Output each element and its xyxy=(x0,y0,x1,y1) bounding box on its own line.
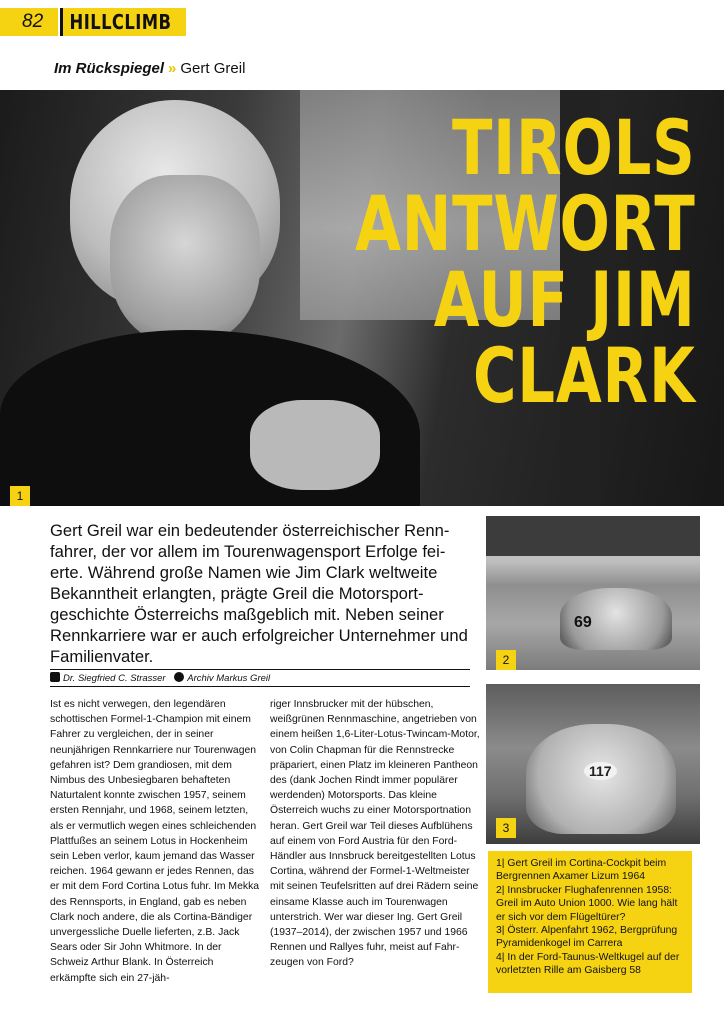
body-column-1: Ist es nicht verwegen, den legendären schottischen Formel-1-Champion mit einem Fahrer zu vergleichen, der in seiner neunjährigen Rennkarriere nur Tourenwagen gefahren ist? Dem grandiosen, mit dem Nimbus des Unbesiegbaren behafteten Naturtalent konnte zwischen 1957, seinem ersten Rennjahr, und 1968, seinem letzten, als er vermutlich wegen eines schleichenden Plattfußes an seinem Lotus in Hockenheim sein Leben verlor, kaum jemand das Wasser reichen. 1964 gewann er jedes Rennen, das er mit dem Ford Cortina Lotus fuhr. Im Mekka des Rennsports, in England, gab es neben Clark noch andere, die als Cortina-Bändiger unvergessliche Duelle lieferten, z.B. Jack Sears oder Sir John Whitmore. In der Schweiz Arthur Blank. In Österreich erkämpfte sich ein 27-jäh- xyxy=(50,699,260,984)
headline-line: ANTWORT xyxy=(355,179,696,268)
body-column-2: riger Innsbrucker mit der hübschen, weißgrünen Rennmaschine, angetrieben von einem heißen 1,6-Liter-Lotus-Twincam-Motor, von Colin Chapman für die Rennstrecke präpariert, einen Platz im kleineren Pantheon des (dank Jochen Rindt immer populärer werdenden) Motorsports. Das kleine Österreich wuchs zu einer Motorsportnation heran. Gert Greil war Teil dieses Aufblühens auf einem von Ford Austria für den Ford-Händler aus Innsbruck bereitgestellten Lotus Cortina, während der Formel-1-Weltmeister mit seinen Teufelsritten auf drei Rädern seine einsame Klasse auch im Tourenwagen unterstrich. Wer war dieser Ing. Gert Greil (1937–2014), der zwischen 1957 und 1966 Rennen und Rallyes fuhr, meist auf Fahrzeugen von Ford? xyxy=(270,699,480,969)
page-number: 82 xyxy=(0,8,58,36)
kicker-subject: Gert Greil xyxy=(180,60,246,77)
caption-item: 4| In der Ford-Taunus-Weltkugel auf der vorletzten Rille am Gaisberg 58 xyxy=(496,951,680,977)
caption-box xyxy=(488,851,692,993)
photo-badge-1: 1 xyxy=(10,486,30,506)
photo-credit: Archiv Markus Greil xyxy=(187,673,271,684)
lead-paragraph: Gert Greil war ein bedeutender österreichischer Rennfahrer, der vor allem im Tourenwagensport Erfolge feierte. Während große Namen wie Jim Clark weltweite Bekanntheit erlangten, prägte Greil die Motorsportgeschichte Österreichs maßgeblich mit. Neben seiner Rennkarriere war er auch erfolgreicher Unternehmer und Familienvater. xyxy=(50,521,468,666)
car-number: 117 xyxy=(584,762,617,780)
photo-2 xyxy=(486,516,700,670)
hero-photo xyxy=(0,90,724,506)
headline-line: TIROLS xyxy=(452,103,696,192)
caption-item: 3| Österr. Alpenfahrt 1962, Bergprüfung Pyramidenkogel im Carrera xyxy=(496,925,678,950)
caption-item: 2| Innsbrucker Flughafenrennen 1958: Greil im Auto Union 1000. Wie lang hält er sich vor dem Flügeltürer? xyxy=(496,884,678,923)
credits-line xyxy=(50,669,470,687)
photo-badge-3: 3 xyxy=(496,818,516,838)
pencil-icon xyxy=(50,672,60,682)
photo-badge-2: 2 xyxy=(496,650,516,670)
grandstand-shape xyxy=(486,516,700,556)
driver-face-shape xyxy=(110,175,260,345)
camera-icon xyxy=(174,672,184,682)
headline-line: AUF JIM xyxy=(434,255,696,344)
author-credit: Dr. Siegfried C. Strasser xyxy=(63,673,166,684)
chevron-icon: » xyxy=(168,60,177,77)
photo-3 xyxy=(486,684,700,844)
page-header xyxy=(0,0,190,40)
caption-item: 1| Gert Greil im Cortina-Cockpit beim Bergrennen Axamer Lizum 1964 xyxy=(496,858,667,883)
kicker-series: Im Rückspiegel xyxy=(54,60,165,77)
kicker xyxy=(54,60,245,77)
car-number: 69 xyxy=(574,614,592,631)
section-title: HILLCLIMB xyxy=(69,10,172,34)
section-label xyxy=(60,8,186,36)
headline xyxy=(355,103,696,420)
headline-line: CLARK xyxy=(473,331,696,420)
